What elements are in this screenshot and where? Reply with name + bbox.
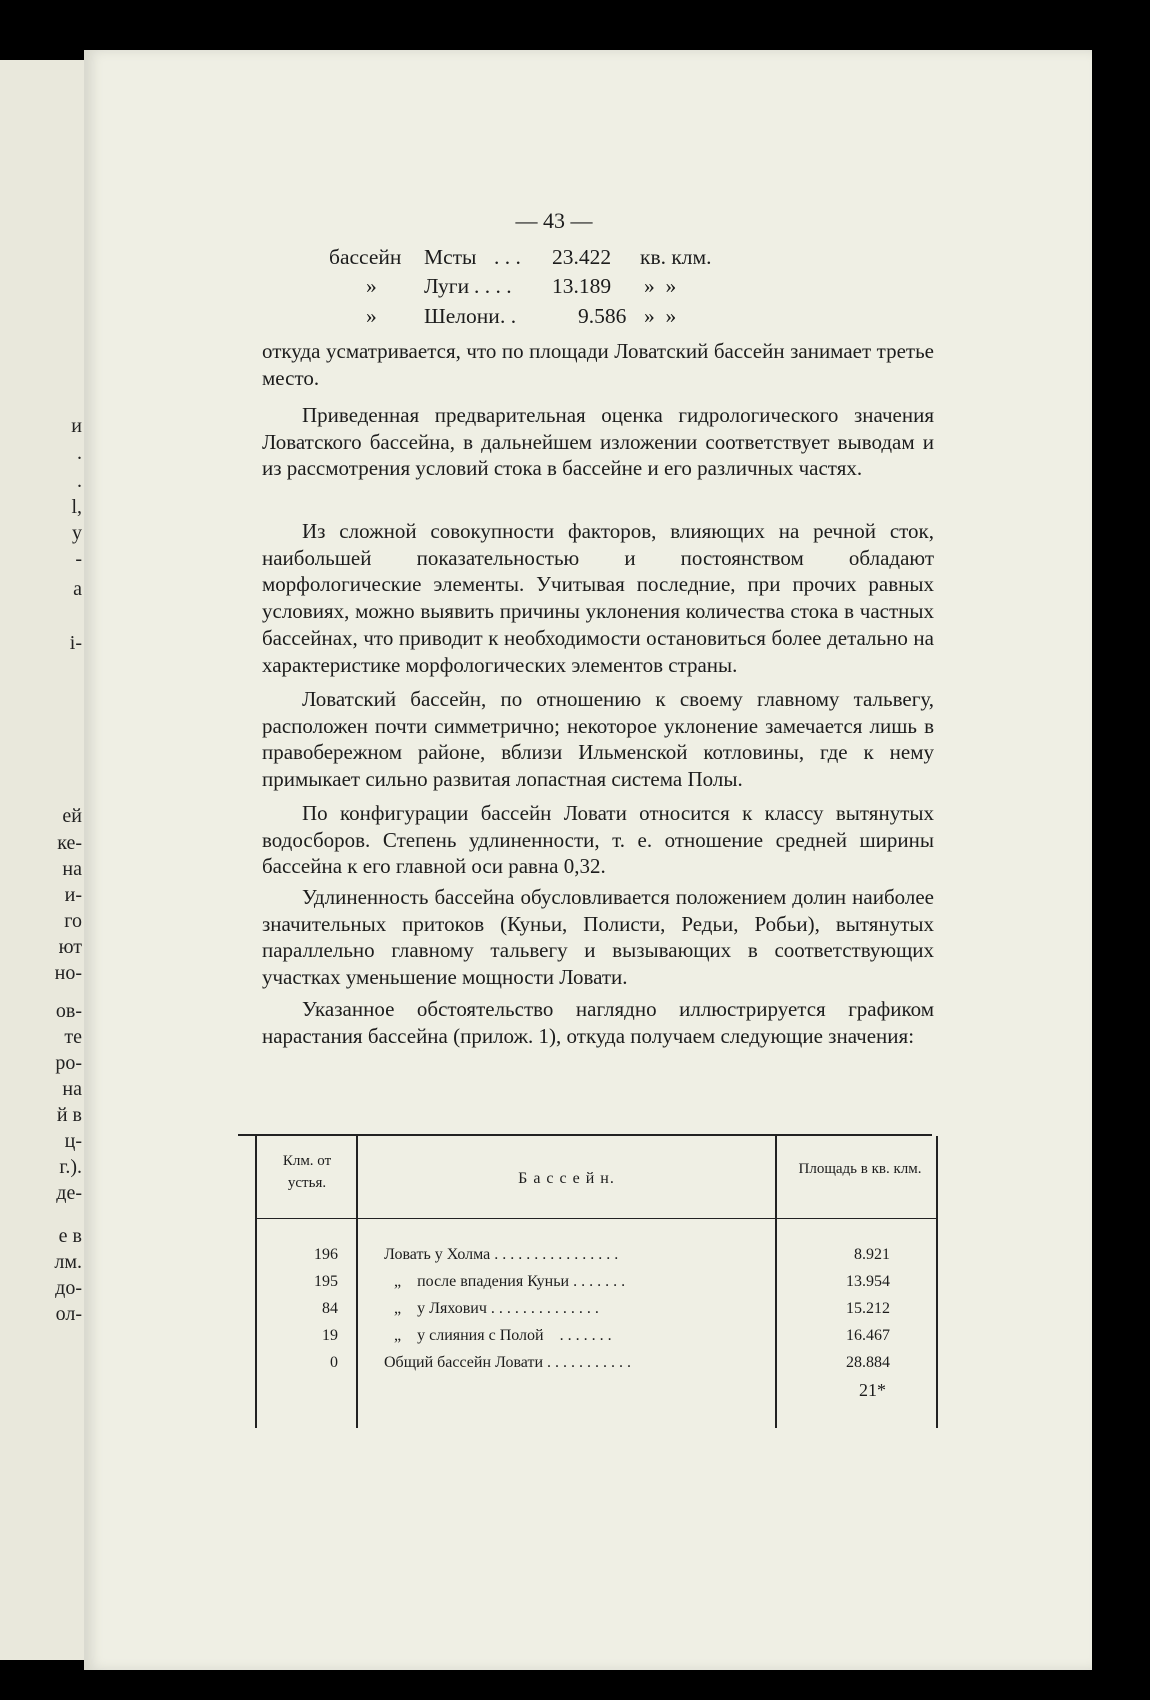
summary-unit: кв. клм. [640,245,712,269]
facing-page-fragment: е в [58,1225,82,1247]
paragraph: Из сложной совокупности факторов, влияющих на речной сток, наибольшей показательностью и постоянством обладают морфологические элементы. Учитывая последние, при прочих равных условиях, можно выявить причины уклонения количества стока в частных бассейнах, что приводит к необходимости остановиться более детально на характеристике морфологических элементов страны. [262,519,934,677]
facing-page-fragment: . [77,470,82,492]
facing-page-fragment: и [71,415,82,437]
table-column-divider [775,1136,777,1428]
summary-value: 13.189 [552,274,612,298]
summary-dots: . . . [494,245,521,269]
header-basin: Б а с с е й н. [518,1170,615,1187]
facing-page-fragment: на [62,858,82,880]
cell-area: 13.954 [846,1273,890,1290]
summary-value: 23.422 [552,245,612,269]
facing-page-fragment: ей [62,805,82,827]
header-area: Площадь в кв. клм. [798,1161,922,1177]
printer-signature: 21* [859,1380,886,1400]
cell-area: 8.921 [854,1246,890,1263]
summary-name: Шелони [424,304,500,328]
facing-page-fragment: ке- [57,832,82,854]
facing-page-fragment: l, [71,496,82,518]
facing-page-fragment: у [72,522,82,544]
facing-page-fragment: - [75,548,82,570]
facing-page-fragment: де- [56,1182,82,1204]
cell-basin: „ у слияния с Полой . . . . . . . [394,1327,612,1344]
table-right-border [936,1136,938,1428]
cell-km: 84 [322,1300,338,1317]
facing-page-fragment: г.). [59,1156,82,1178]
page-number: — 43 — [515,208,593,233]
facing-page-fragment: лм. [54,1251,82,1273]
paragraph: откуда усматривается, что по площади Ловатский бассейн занимает третье место. [262,339,934,390]
paragraph: Указанное обстоятельство наглядно иллюстрируется графиком нарастания бассейна (прилож. 1), откуда получаем следующие значения: [262,997,934,1048]
table-left-border [255,1136,257,1428]
facing-page-edge [0,60,88,1660]
facing-page-fragment: ют [58,936,82,958]
facing-page-fragment: ов- [55,1000,82,1022]
cell-km: 196 [314,1246,338,1263]
facing-page-fragment: до- [55,1277,82,1299]
summary-basin-label: » [366,304,377,328]
cell-area: 16.467 [846,1327,890,1344]
summary-name: Луги [424,274,470,298]
paragraph: Приведенная предварительная оценка гидрологического значения Ловатского бассейна, в дальнейшем изложении соответствует выводам и из рассмотрения условий стока в бассейне и его различных частях. [262,403,934,481]
cell-basin: Общий бассейн Ловати . . . . . . . . . . . [384,1354,632,1371]
cell-area: 15.212 [846,1300,890,1317]
cell-km: 195 [314,1273,338,1290]
summary-basin-label: » [366,274,377,298]
facing-page-fragment: ол- [55,1303,82,1325]
summary-name: Мсты [424,245,477,269]
facing-page-fragment: и- [64,884,82,906]
facing-page-text-fragments [0,60,88,1660]
paragraph: По конфигурации бассейн Ловати относится к классу вытянутых водосборов. Степень удлиненности, т. е. отношение средней ширины бассейна к его главной оси равна 0,32. [262,801,934,879]
facing-page-fragment: . [77,442,82,464]
facing-page-fragment: ро- [55,1052,82,1074]
facing-page-fragment: ц- [64,1130,82,1152]
cell-km: 0 [330,1354,338,1371]
facing-page-fragment: і- [69,632,82,654]
facing-page-fragment: а [73,578,82,600]
table-column-divider [356,1136,358,1428]
facing-page-fragment: но- [54,962,82,984]
cell-basin: „ после впадения Куньи . . . . . . . [394,1273,626,1290]
paragraph: Удлиненность бассейна обусловливается положением долин наиболее значительных притоков (Куньи, Полисти, Редьи, Робьи), вытянутых параллельно главному тальвегу и вызывающих в соответствующих участках уменьшение мощности Ловати. [262,885,934,990]
summary-value: 9.586 [578,304,627,328]
summary-dots: . . . . [474,274,512,298]
facing-page-fragment: на [62,1078,82,1100]
table-top-rule [238,1134,932,1136]
header-km: Клм. от устья. [282,1153,332,1191]
facing-page-fragment: й в [56,1104,82,1126]
summary-unit: » » [644,274,677,298]
cell-km: 19 [322,1327,338,1344]
facing-page-fragment: го [64,910,82,932]
summary-basin-label: бассейн [329,245,402,269]
paragraph: Ловатский бассейн, по отношению к своему главному тальвегу, расположен почти симметрично; некоторое уклонение замечается лишь в правобережном районе, вблизи Ильменской котловины, где к нему примыкает сильно развитая лопастная система Полы. [262,687,934,792]
cell-area: 28.884 [846,1354,890,1371]
summary-unit: » » [644,304,677,328]
summary-dots: . . [500,304,517,328]
facing-page-fragment: те [64,1026,82,1048]
cell-basin: „ у Ляхович . . . . . . . . . . . . . . [394,1300,599,1317]
book-page [84,50,1092,1670]
cell-basin: Ловать у Холма . . . . . . . . . . . . . . . . [384,1246,619,1263]
